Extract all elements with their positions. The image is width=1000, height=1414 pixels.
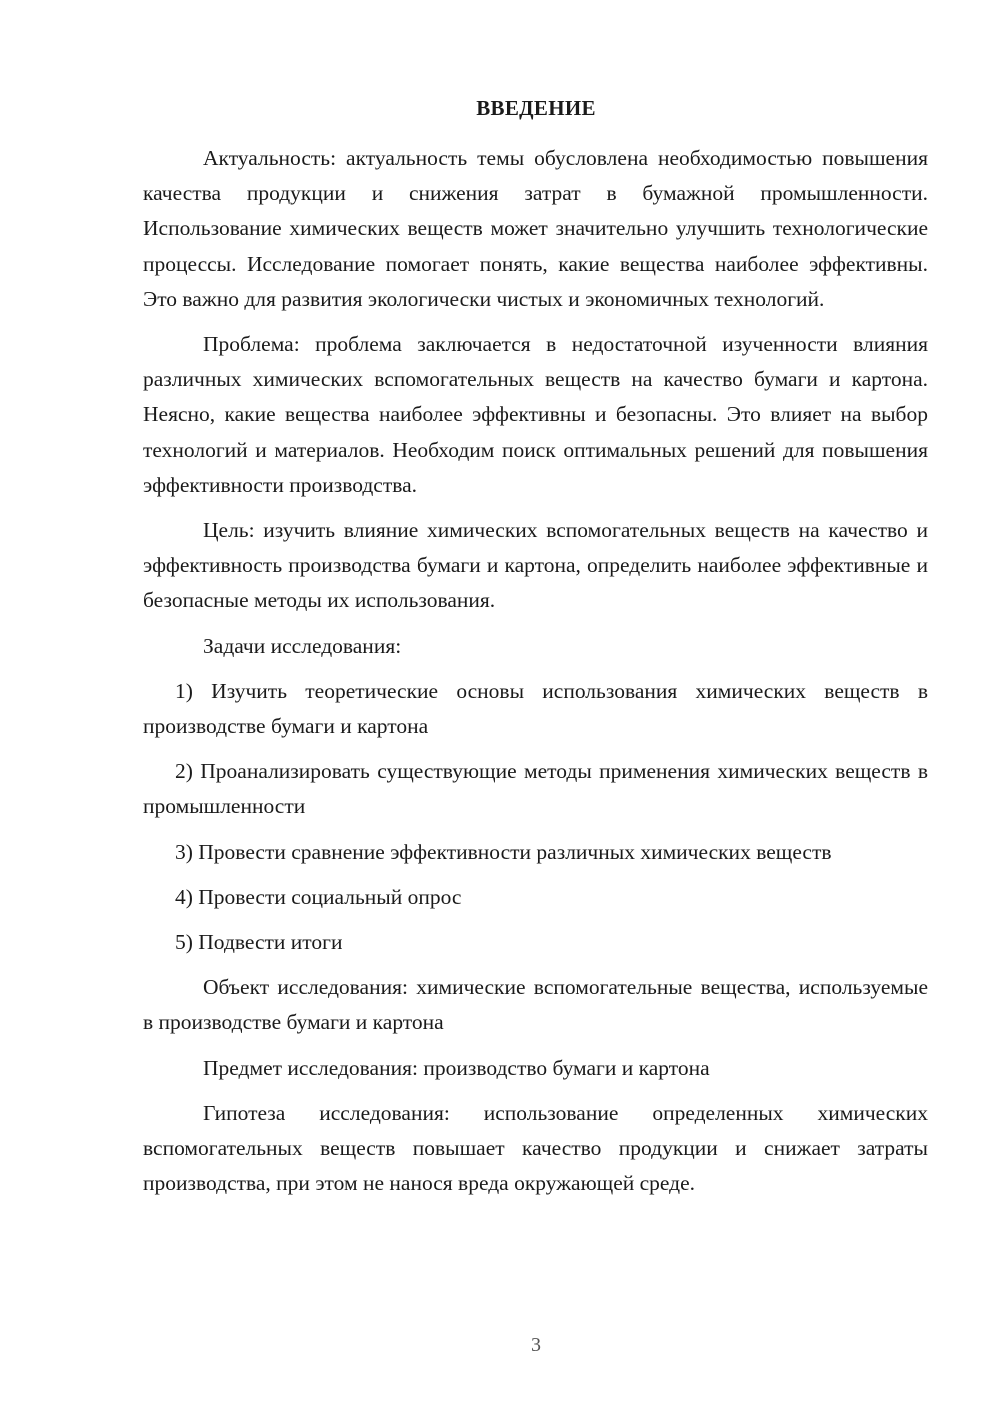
paragraph-problem: Проблема: проблема заключается в недостаточной изученности влияния различных химических вспомогательных веществ на качество бумаги и картона. Неясно, какие вещества наиболее эффективны и безопасны. Это влияет на выбор технологий и материалов. Необходим поиск оптимальных решений для повышения эффективности производства.: [143, 332, 928, 497]
task-item-4: 4) Провести социальный опрос: [175, 884, 462, 909]
paragraph-relevance: Актуальность: актуальность темы обусловлена необходимостью повышения качества продукции и снижения затрат в бумажной промышленности. Использование химических веществ может значительно улучшить технологические процессы. Исследование помогает понять, какие вещества наиболее эффективны. Это важно для развития экологически чистых и экономичных технологий.: [143, 146, 928, 311]
task-item-3: 3) Провести сравнение эффективности различных химических веществ: [175, 839, 832, 864]
paragraph-hypothesis: Гипотеза исследования: использование определенных химических вспомогательных веществ повышает качество продукции и снижает затраты производства, при этом не нанося вреда окружающей среде.: [143, 1100, 928, 1196]
page-title: ВВЕДЕНИЕ: [476, 96, 596, 120]
task-item-2: 2) Проанализировать существующие методы применения химических веществ в промышленности: [143, 759, 928, 819]
task-item-5: 5) Подвести итоги: [175, 930, 343, 955]
paragraph-goal: Цель: изучить влияние химических вспомогательных веществ на качество и эффективность производства бумаги и картона, определить наиболее эффективные и безопасные методы их использования.: [143, 518, 928, 613]
paragraph-subject: Предмет исследования: производство бумаги и картона: [203, 1055, 710, 1080]
paragraph-object: Объект исследования: химические вспомогательные вещества, используемые в производстве бумаги и картона: [143, 975, 928, 1035]
page-number: 3: [531, 1334, 541, 1356]
document-body: [143, 141, 928, 1211]
task-item-1: 1) Изучить теоретические основы использования химических веществ в производстве бумаги и картона: [143, 678, 928, 739]
tasks-heading: Задачи исследования:: [203, 633, 402, 658]
